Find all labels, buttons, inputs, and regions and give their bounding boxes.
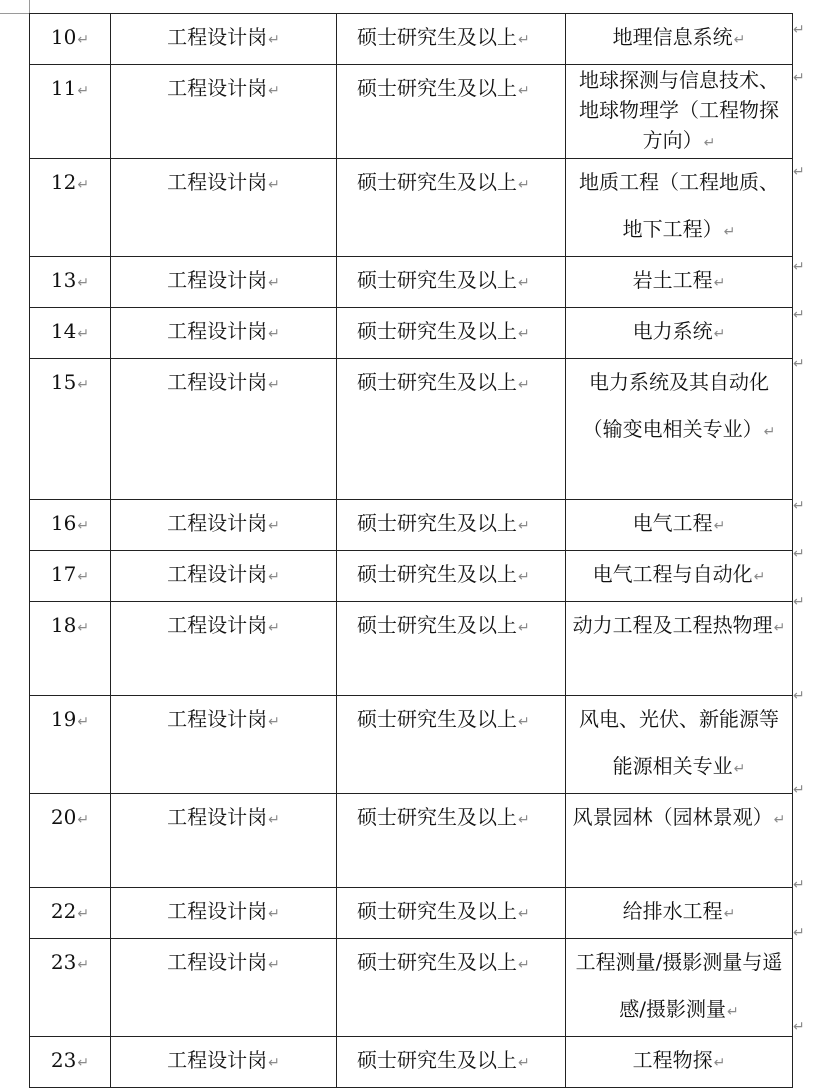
cell-number <box>30 257 111 308</box>
education-text: 硕士研究生及以上 <box>357 319 517 343</box>
position-text: 工程设计岗 <box>167 170 268 194</box>
major-text: 电气工程与自动化 <box>592 562 753 586</box>
paragraph-mark-icon: ↵ <box>268 83 280 99</box>
cell-major <box>566 794 793 888</box>
cell-education <box>337 308 566 359</box>
position-text: 工程设计岗 <box>167 950 268 974</box>
paragraph-mark-icon: ↵ <box>518 957 530 973</box>
cell-education <box>337 257 566 308</box>
cell-major <box>566 500 793 551</box>
number-text: 14 <box>50 319 77 343</box>
cell-number <box>30 14 111 65</box>
recruitment-table <box>29 13 793 1088</box>
cell-education <box>337 602 566 696</box>
education-text: 硕士研究生及以上 <box>357 170 517 194</box>
cell-number <box>30 308 111 359</box>
education-text: 硕士研究生及以上 <box>357 1048 517 1072</box>
cell-position <box>111 696 337 794</box>
cell-number <box>30 939 111 1037</box>
margin-guide-horizontal <box>0 13 30 14</box>
paragraph-mark-icon: ↵ <box>77 275 90 291</box>
margin-guide-vertical <box>29 0 30 14</box>
cell-number <box>30 65 111 159</box>
table-row <box>30 602 793 696</box>
education-text: 硕士研究生及以上 <box>357 25 517 49</box>
education-text: 硕士研究生及以上 <box>357 899 517 923</box>
paragraph-mark-icon: ↵ <box>77 1055 90 1071</box>
cell-number <box>30 1037 111 1088</box>
table-row <box>30 888 793 939</box>
paragraph-mark-icon: ↵ <box>518 83 530 99</box>
major-text: 给排水工程 <box>622 899 723 923</box>
cell-education <box>337 500 566 551</box>
cell-number <box>30 159 111 257</box>
major-text: 岩土工程 <box>632 268 713 292</box>
cell-number <box>30 696 111 794</box>
major-text: 风景园林（园林景观） <box>572 805 773 829</box>
education-text: 硕士研究生及以上 <box>357 370 517 394</box>
major-text: 工程物探 <box>632 1048 713 1072</box>
education-text: 硕士研究生及以上 <box>357 950 517 974</box>
number-text: 16 <box>50 511 77 535</box>
number-text: 23 <box>50 1048 77 1072</box>
number-text: 18 <box>50 613 77 637</box>
paragraph-mark-icon: ↵ <box>518 812 530 828</box>
paragraph-mark-icon: ↵ <box>268 714 280 730</box>
paragraph-mark-icon: ↵ <box>713 275 726 291</box>
cell-position <box>111 257 337 308</box>
education-text: 硕士研究生及以上 <box>357 76 517 100</box>
paragraph-mark-icon: ↵ <box>753 569 766 585</box>
cell-position <box>111 1037 337 1088</box>
paragraph-mark-icon: ↵ <box>77 377 90 393</box>
paragraph-mark-icon: ↵ <box>703 135 716 151</box>
paragraph-mark-icon: ↵ <box>268 1055 280 1071</box>
education-text: 硕士研究生及以上 <box>357 613 517 637</box>
paragraph-mark-icon: ↵ <box>773 620 786 636</box>
position-text: 工程设计岗 <box>167 899 268 923</box>
education-text: 硕士研究生及以上 <box>357 511 517 535</box>
major-text: 地理信息系统 <box>612 25 733 49</box>
paragraph-mark-icon: ↵ <box>268 620 280 636</box>
cell-position <box>111 359 337 500</box>
position-text: 工程设计岗 <box>167 268 268 292</box>
cell-education <box>337 696 566 794</box>
major-text: 电力系统 <box>632 319 713 343</box>
table-row <box>30 794 793 888</box>
row-end-mark-icon: ↵ <box>793 594 805 610</box>
paragraph-mark-icon: ↵ <box>77 957 90 973</box>
row-end-mark-icon: ↵ <box>793 925 805 941</box>
major-text: 工程测量/摄影测量与遥感/摄影测量 <box>575 950 783 1021</box>
number-text: 17 <box>50 562 77 586</box>
cell-position <box>111 888 337 939</box>
table-row <box>30 939 793 1037</box>
paragraph-mark-icon: ↵ <box>713 1055 726 1071</box>
cell-major <box>566 888 793 939</box>
paragraph-mark-icon: ↵ <box>268 812 280 828</box>
education-text: 硕士研究生及以上 <box>357 805 517 829</box>
paragraph-mark-icon: ↵ <box>518 177 530 193</box>
number-text: 19 <box>50 707 77 731</box>
cell-number <box>30 602 111 696</box>
row-end-mark-icon: ↵ <box>793 307 805 323</box>
paragraph-mark-icon: ↵ <box>268 177 280 193</box>
cell-number <box>30 794 111 888</box>
paragraph-mark-icon: ↵ <box>518 1055 530 1071</box>
number-text: 20 <box>50 805 77 829</box>
paragraph-mark-icon: ↵ <box>77 326 90 342</box>
paragraph-mark-icon: ↵ <box>77 620 90 636</box>
major-text: 地球探测与信息技术、地球物理学（工程物探方向） <box>579 68 779 152</box>
cell-major <box>566 159 793 257</box>
paragraph-mark-icon: ↵ <box>773 812 786 828</box>
cell-major <box>566 551 793 602</box>
position-text: 工程设计岗 <box>167 613 268 637</box>
paragraph-mark-icon: ↵ <box>518 377 530 393</box>
number-text: 15 <box>50 370 77 394</box>
education-text: 硕士研究生及以上 <box>357 562 517 586</box>
table-row <box>30 1037 793 1088</box>
paragraph-mark-icon: ↵ <box>723 906 736 922</box>
paragraph-mark-icon: ↵ <box>727 1004 739 1020</box>
education-text: 硕士研究生及以上 <box>357 707 517 731</box>
major-text: 电力系统及其自动化（输变电相关专业） <box>582 370 769 441</box>
paragraph-mark-icon: ↵ <box>77 906 90 922</box>
paragraph-mark-icon: ↵ <box>518 569 530 585</box>
paragraph-mark-icon: ↵ <box>518 275 530 291</box>
row-end-mark-icon: ↵ <box>793 164 805 180</box>
cell-position <box>111 308 337 359</box>
paragraph-mark-icon: ↵ <box>77 569 90 585</box>
education-text: 硕士研究生及以上 <box>357 268 517 292</box>
paragraph-mark-icon: ↵ <box>518 32 530 48</box>
paragraph-mark-icon: ↵ <box>518 906 530 922</box>
paragraph-mark-icon: ↵ <box>713 518 726 534</box>
position-text: 工程设计岗 <box>167 707 268 731</box>
number-text: 12 <box>50 170 77 194</box>
cell-major <box>566 308 793 359</box>
cell-education <box>337 65 566 159</box>
table-row <box>30 65 793 159</box>
cell-position <box>111 14 337 65</box>
number-text: 23 <box>50 950 77 974</box>
position-text: 工程设计岗 <box>167 319 268 343</box>
paragraph-mark-icon: ↵ <box>77 83 90 99</box>
row-end-mark-icon: ↵ <box>793 498 805 514</box>
paragraph-mark-icon: ↵ <box>268 32 280 48</box>
cell-position <box>111 159 337 257</box>
paragraph-mark-icon: ↵ <box>268 906 280 922</box>
cell-education <box>337 159 566 257</box>
cell-number <box>30 359 111 500</box>
cell-position <box>111 794 337 888</box>
cell-position <box>111 939 337 1037</box>
table-row <box>30 551 793 602</box>
table-row <box>30 359 793 500</box>
row-end-mark-icon: ↵ <box>793 782 805 798</box>
cell-major <box>566 257 793 308</box>
row-end-mark-icon: ↵ <box>793 259 805 275</box>
cell-education <box>337 359 566 500</box>
cell-major <box>566 1037 793 1088</box>
paragraph-mark-icon: ↵ <box>77 177 90 193</box>
cell-education <box>337 794 566 888</box>
number-text: 10 <box>50 25 77 49</box>
cell-position <box>111 500 337 551</box>
row-end-mark-icon: ↵ <box>793 356 805 372</box>
cell-major <box>566 14 793 65</box>
cell-number <box>30 888 111 939</box>
cell-education <box>337 14 566 65</box>
paragraph-mark-icon: ↵ <box>77 714 90 730</box>
table-row <box>30 159 793 257</box>
major-text: 风电、光伏、新能源等能源相关专业 <box>579 707 779 778</box>
row-end-mark-icon: ↵ <box>793 22 805 38</box>
position-text: 工程设计岗 <box>167 370 268 394</box>
number-text: 11 <box>50 76 77 100</box>
cell-major <box>566 65 793 159</box>
row-end-mark-icon: ↵ <box>793 688 805 704</box>
paragraph-mark-icon: ↵ <box>763 424 776 440</box>
table-row <box>30 696 793 794</box>
cell-education <box>337 1037 566 1088</box>
cell-education <box>337 551 566 602</box>
row-end-mark-icon: ↵ <box>793 877 805 893</box>
position-text: 工程设计岗 <box>167 511 268 535</box>
major-text: 地质工程（工程地质、地下工程） <box>579 170 779 241</box>
cell-position <box>111 602 337 696</box>
paragraph-mark-icon: ↵ <box>268 377 280 393</box>
cell-education <box>337 888 566 939</box>
paragraph-mark-icon: ↵ <box>77 812 90 828</box>
cell-major <box>566 359 793 500</box>
paragraph-mark-icon: ↵ <box>77 518 90 534</box>
paragraph-mark-icon: ↵ <box>518 518 530 534</box>
cell-major <box>566 696 793 794</box>
paragraph-mark-icon: ↵ <box>518 326 530 342</box>
major-text: 电气工程 <box>632 511 713 535</box>
table-row <box>30 308 793 359</box>
paragraph-mark-icon: ↵ <box>268 326 280 342</box>
paragraph-mark-icon: ↵ <box>723 224 736 240</box>
major-text: 动力工程及工程热物理 <box>572 613 773 637</box>
paragraph-mark-icon: ↵ <box>518 714 530 730</box>
table-row <box>30 257 793 308</box>
position-text: 工程设计岗 <box>167 25 268 49</box>
position-text: 工程设计岗 <box>167 76 268 100</box>
number-text: 13 <box>50 268 77 292</box>
cell-education <box>337 939 566 1037</box>
cell-position <box>111 551 337 602</box>
paragraph-mark-icon: ↵ <box>268 518 280 534</box>
paragraph-mark-icon: ↵ <box>268 275 280 291</box>
cell-number <box>30 500 111 551</box>
paragraph-mark-icon: ↵ <box>518 620 530 636</box>
row-end-mark-icon: ↵ <box>793 1019 805 1035</box>
cell-number <box>30 551 111 602</box>
cell-major <box>566 939 793 1037</box>
position-text: 工程设计岗 <box>167 1048 268 1072</box>
paragraph-mark-icon: ↵ <box>733 761 746 777</box>
row-end-mark-icon: ↵ <box>793 70 805 86</box>
cell-major <box>566 602 793 696</box>
paragraph-mark-icon: ↵ <box>268 957 280 973</box>
number-text: 22 <box>50 899 77 923</box>
table-body <box>30 14 793 1088</box>
paragraph-mark-icon: ↵ <box>733 32 746 48</box>
position-text: 工程设计岗 <box>167 562 268 586</box>
paragraph-mark-icon: ↵ <box>713 326 726 342</box>
table-row <box>30 500 793 551</box>
paragraph-mark-icon: ↵ <box>268 569 280 585</box>
table-row <box>30 14 793 65</box>
row-end-mark-icon: ↵ <box>793 546 805 562</box>
cell-position <box>111 65 337 159</box>
position-text: 工程设计岗 <box>167 805 268 829</box>
paragraph-mark-icon: ↵ <box>77 32 90 48</box>
